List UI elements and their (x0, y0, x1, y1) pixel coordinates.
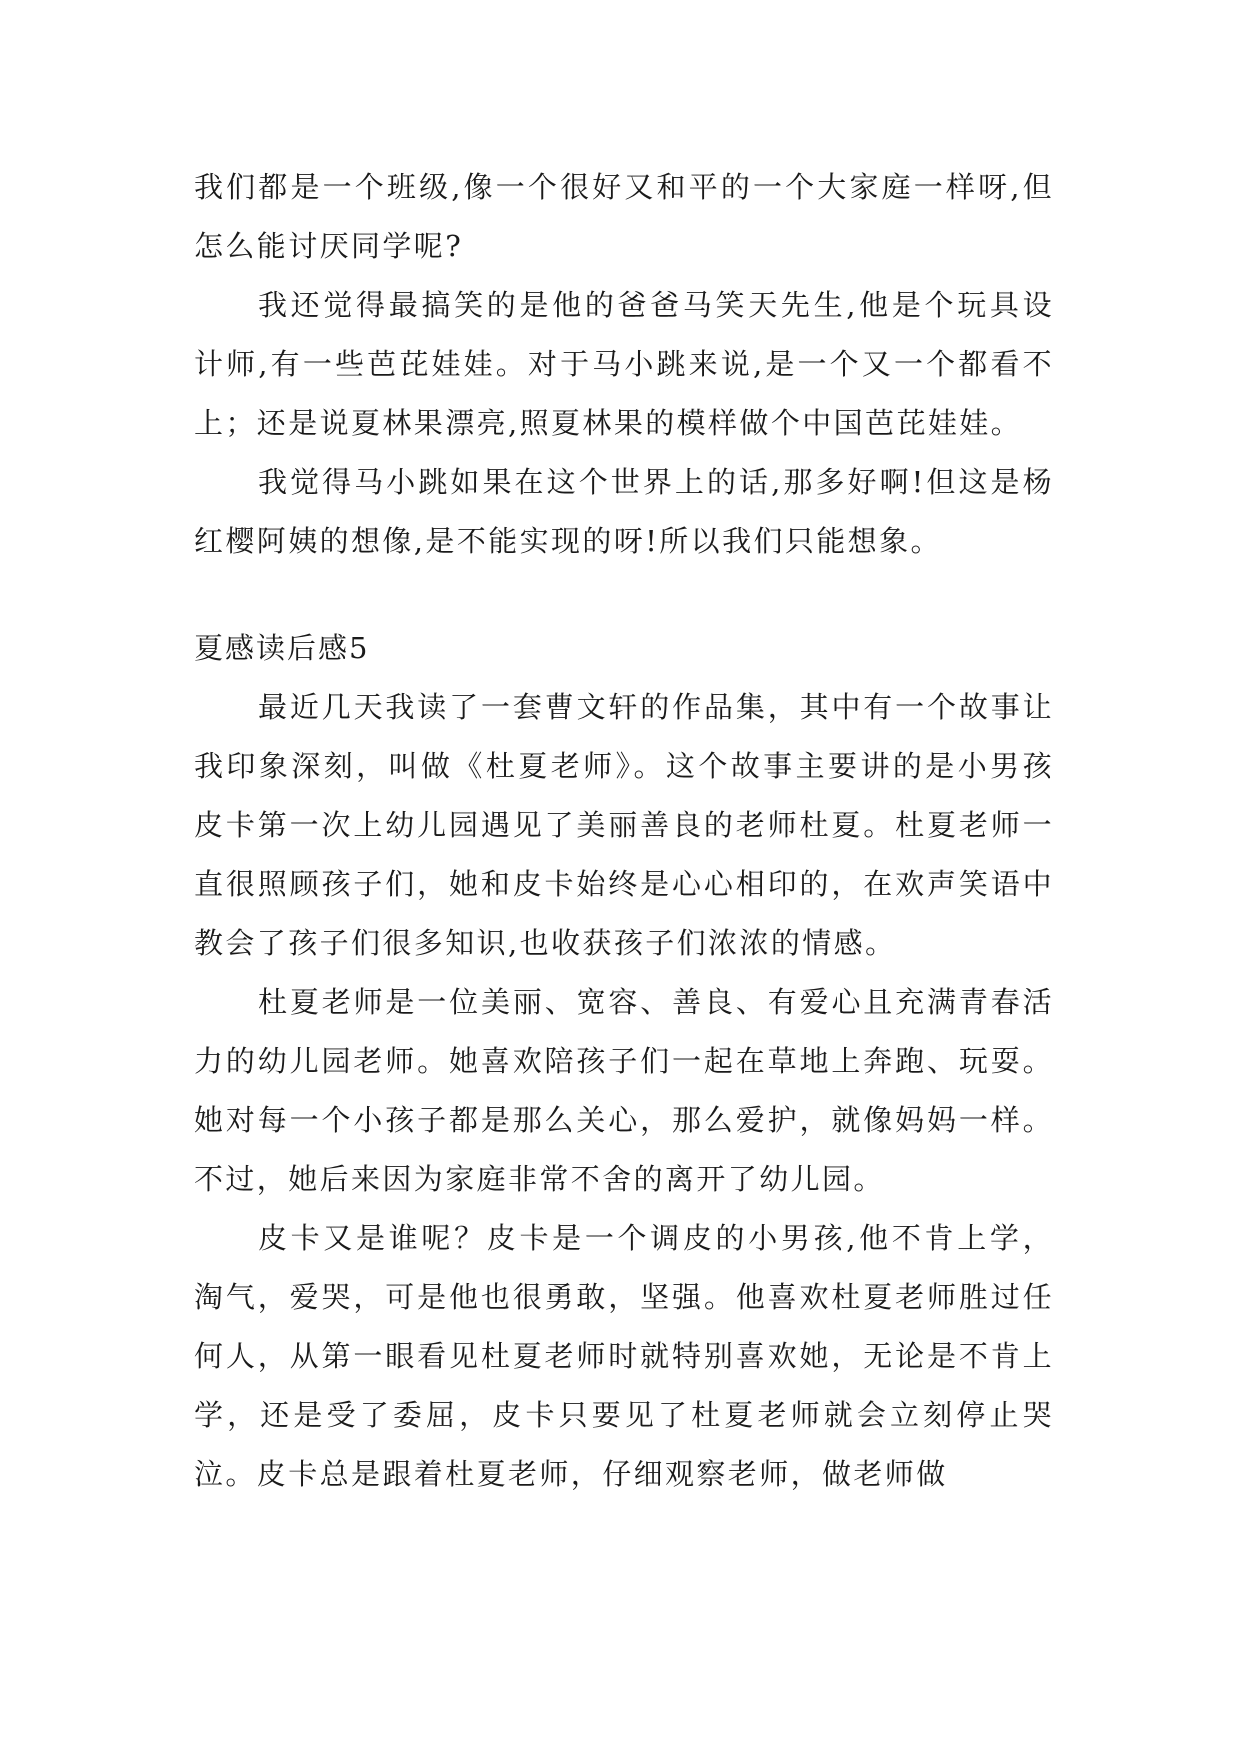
section-title: 夏感读后感5 (194, 631, 370, 665)
paragraph-teacher-description: 杜夏老师是一位美丽、宽容、善良、有爱心且充满青春活力的幼儿园老师。她喜欢陪孩子们一起在草地上奔跑、玩耍。她对每一个小孩子都是那么关心，那么爱护，就像妈妈一样。不过，她后来因为家庭非常不舍的离开了幼儿园。 (194, 985, 1054, 1196)
paragraph-imagination: 我觉得马小跳如果在这个世界上的话,那多好啊!但这是杨红樱阿姨的想像,是不能实现的呀!所以我们只能想象。 (194, 465, 1054, 558)
document-body (194, 158, 1054, 1504)
paragraph-pika-description: 皮卡又是谁呢？皮卡是一个调皮的小男孩,他不肯上学，淘气，爱哭，可是他也很勇敢，坚强。他喜欢杜夏老师胜过任何人，从第一眼看见杜夏老师时就特别喜欢她，无论是不肯上学，还是受了委屈，皮卡只要见了杜夏老师就会立刻停止哭泣。皮卡总是跟着杜夏老师，仔细观察老师，做老师做 (194, 1221, 1054, 1491)
paragraph-toy-designer: 我还觉得最搞笑的是他的爸爸马笑天先生,他是个玩具设计师,有一些芭芘娃娃。对于马小跳来说,是一个又一个都看不上；还是说夏林果漂亮,照夏林果的模样做个中国芭芘娃娃。 (194, 288, 1054, 440)
paragraph-continuation: 我们都是一个班级,像一个很好又和平的一个大家庭一样呀,但怎么能讨厌同学呢? (194, 170, 1054, 263)
paragraph-story-intro: 最近几天我读了一套曹文轩的作品集，其中有一个故事让我印象深刻，叫做《杜夏老师》。这个故事主要讲的是小男孩皮卡第一次上幼儿园遇见了美丽善良的老师杜夏。杜夏老师一直很照顾孩子们，她和皮卡始终是心心相印的，在欢声笑语中教会了孩子们很多知识,也收获孩子们浓浓的情感。 (194, 690, 1054, 960)
